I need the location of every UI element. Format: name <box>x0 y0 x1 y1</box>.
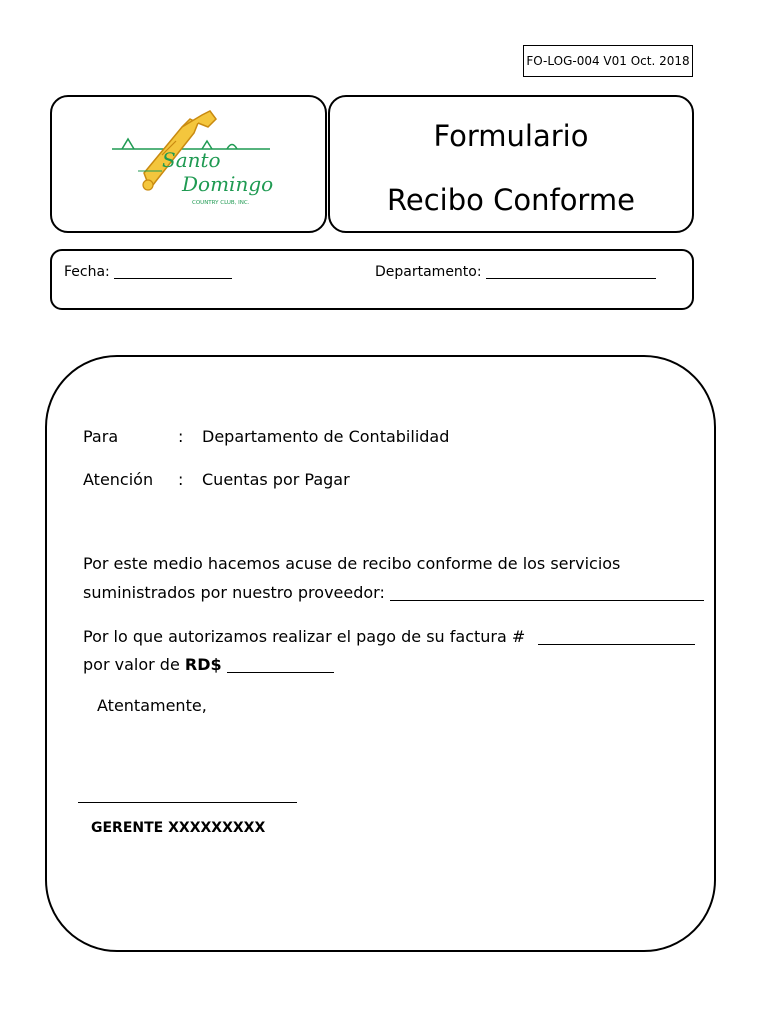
paragraph2-line1 <box>83 627 695 646</box>
signer-name: GERENTE XXXXXXXXX <box>91 820 266 836</box>
valor-input-line[interactable] <box>227 656 334 673</box>
departamento-field <box>375 264 656 280</box>
logo-text-santo: Santo <box>162 148 221 172</box>
title-box <box>328 95 694 233</box>
atencion-colon: : <box>178 470 184 489</box>
paragraph1-line1: Por este medio hacemos acuse de recibo conforme de los servicios <box>83 554 621 573</box>
departamento-input-line[interactable] <box>486 264 656 279</box>
info-box <box>50 249 694 310</box>
logo-box <box>50 95 327 233</box>
paragraph1-line2-text: suministrados por nuestro proveedor: <box>83 583 385 602</box>
title-formulario: Formulario <box>433 119 589 153</box>
departamento-label: Departamento: <box>375 264 482 280</box>
logo-text-sub: COUNTRY CLUB, INC. <box>192 200 250 206</box>
atencion-label: Atención <box>83 470 154 489</box>
atencion-value: Cuentas por Pagar <box>202 470 350 489</box>
fecha-field <box>64 264 232 280</box>
currency-label: RD$ <box>184 655 222 674</box>
company-logo <box>52 97 325 231</box>
closing-text: Atentamente, <box>97 696 207 715</box>
para-label: Para <box>83 427 119 446</box>
signature-line <box>78 802 297 803</box>
proveedor-input-line[interactable] <box>390 584 704 601</box>
paragraph2-line2-text: por valor de <box>83 655 180 674</box>
fecha-input-line[interactable] <box>114 264 232 279</box>
paragraph1-line2 <box>83 583 704 602</box>
factura-input-line[interactable] <box>538 628 695 645</box>
form-code: FO-LOG-004 V01 Oct. 2018 <box>526 54 690 68</box>
para-colon: : <box>178 427 184 446</box>
para-row <box>83 427 118 446</box>
fecha-label: Fecha: <box>64 264 110 280</box>
title-recibo-conforme: Recibo Conforme <box>387 183 635 217</box>
paragraph2-line1-text: Por lo que autorizamos realizar el pago de su factura # <box>83 627 526 646</box>
paragraph2-line2 <box>83 655 334 674</box>
para-value: Departamento de Contabilidad <box>202 427 450 446</box>
form-code-box <box>523 45 693 77</box>
logo-text-domingo: Domingo <box>182 172 274 196</box>
